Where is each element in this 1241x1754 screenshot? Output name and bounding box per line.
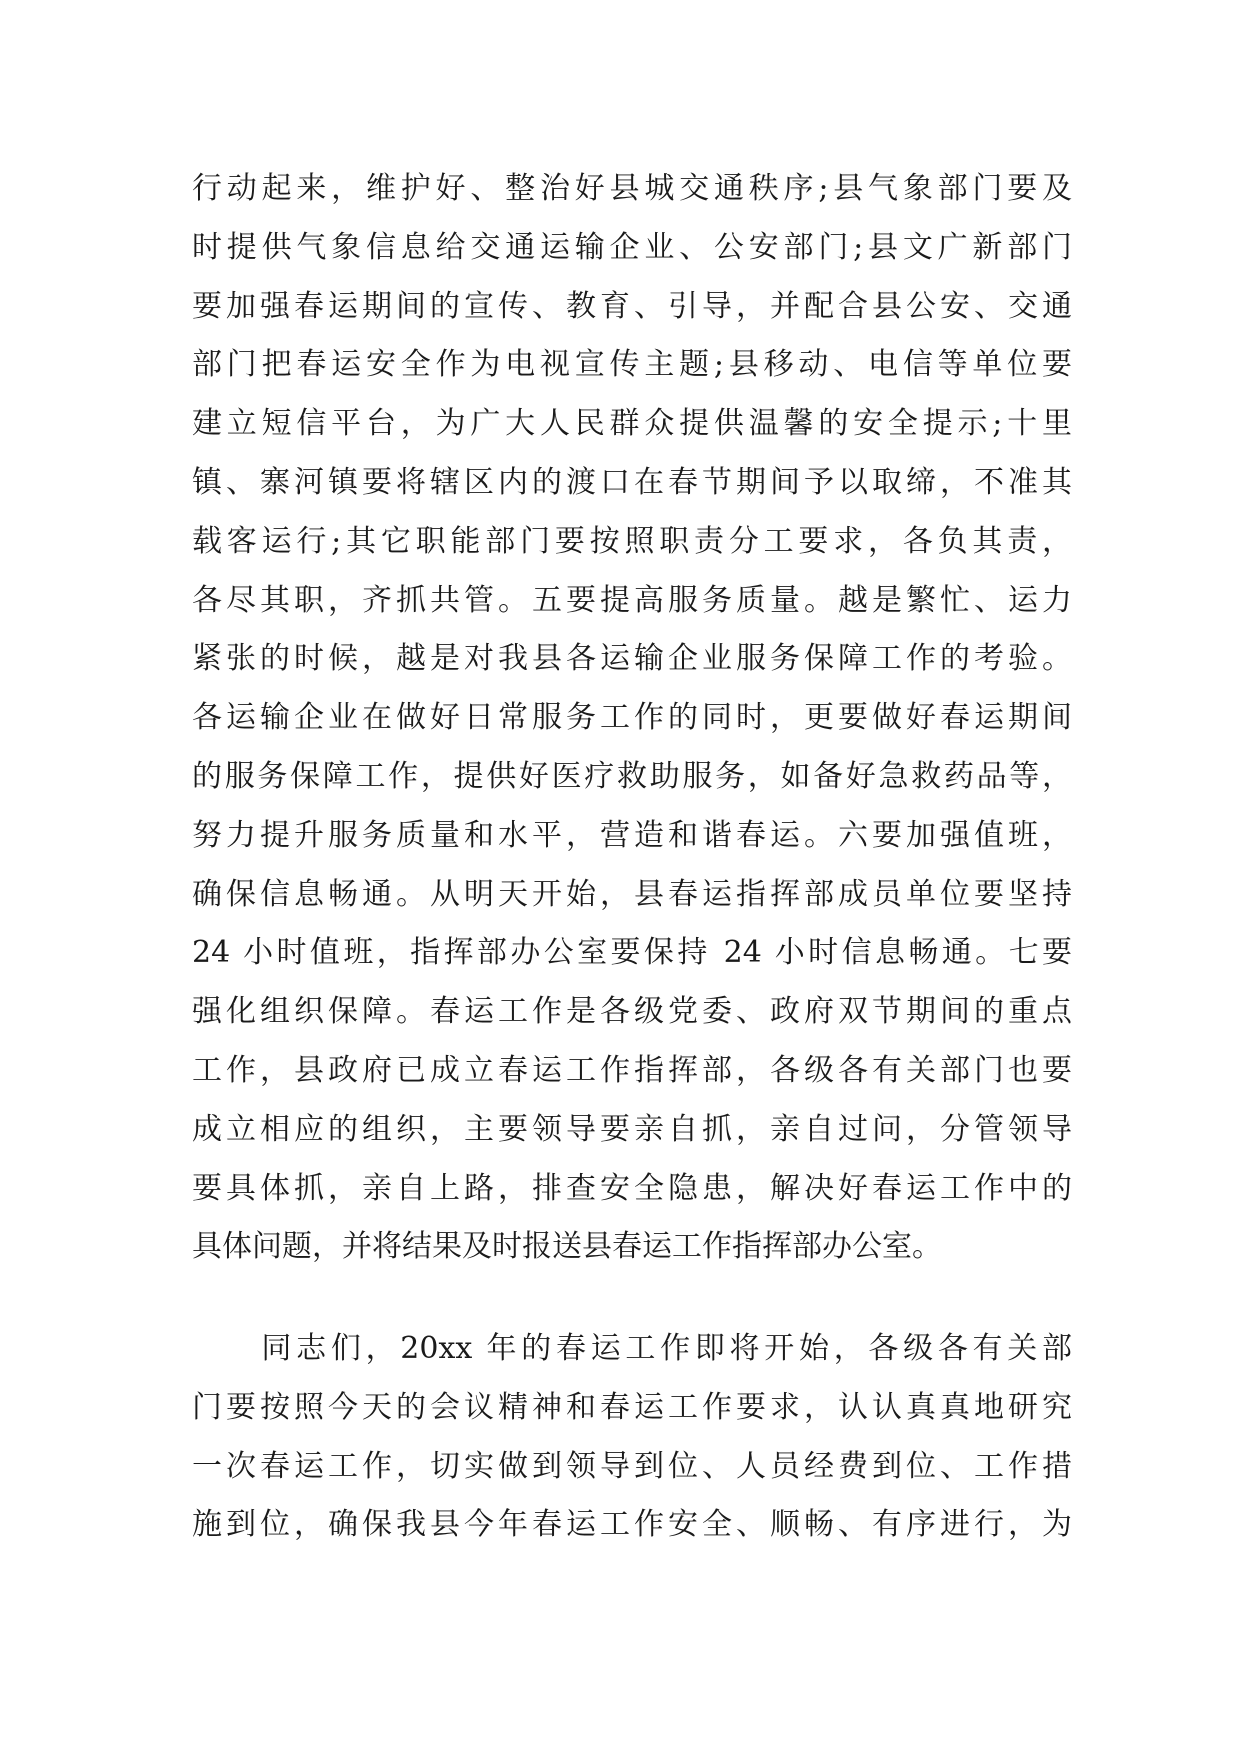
text-line: 建立短信平台，为广大人民群众提供温馨的安全提示;十里 [192, 406, 1072, 442]
text-line: 同志们，20xx 年的春运工作即将开始，各级各有关部 [192, 1331, 1072, 1366]
text-line: 24 小时值班，指挥部办公室要保持 24 小时信息畅通。七要 [192, 935, 1072, 971]
text-line: 时提供气象信息给交通运输企业、公安部门;县文广新部门 [192, 229, 1072, 265]
text-line: 施到位，确保我县今年春运工作安全、顺畅、有序进行，为 [192, 1507, 1072, 1543]
text-line: 要具体抓，亲自上路，排查安全隐患，解决好春运工作中的 [192, 1170, 1072, 1206]
text-line: 具体问题，并将结果及时报送县春运工作指挥部办公室。 [192, 1229, 942, 1265]
text-line: 强化组织保障。春运工作是各级党委、政府双节期间的重点 [192, 994, 1072, 1030]
text-line: 载客运行;其它职能部门要按照职责分工要求，各负其责， [192, 523, 1072, 559]
text-line: 镇、寨河镇要将辖区内的渡口在春节期间予以取缔，不准其 [192, 464, 1072, 500]
text-line: 各运输企业在做好日常服务工作的同时，更要做好春运期间 [192, 700, 1072, 736]
text-line: 要加强春运期间的宣传、教育、引导，并配合县公安、交通 [192, 288, 1072, 324]
body-paragraph [192, 160, 1072, 1277]
text-line: 各尽其职，齐抓共管。五要提高服务质量。越是繁忙、运力 [192, 582, 1072, 618]
text-line: 确保信息畅通。从明天开始，县春运指挥部成员单位要坚持 [192, 876, 1072, 912]
text-line: 一次春运工作，切实做到领导到位、人员经费到位、工作措 [192, 1448, 1072, 1484]
text-line: 行动起来，维护好、整治好县城交通秩序;县气象部门要及 [192, 171, 1072, 206]
text-line: 成立相应的组织，主要领导要亲自抓，亲自过问，分管领导 [192, 1111, 1072, 1147]
text-line: 门要按照今天的会议精神和春运工作要求，认认真真地研究 [192, 1389, 1072, 1425]
text-line: 的服务保障工作，提供好医疗救助服务，如备好急救药品等， [192, 758, 1072, 794]
body-paragraph [192, 1320, 1072, 1555]
text-line: 工作，县政府已成立春运工作指挥部，各级各有关部门也要 [192, 1052, 1072, 1088]
text-line: 部门把春运安全作为电视宣传主题;县移动、电信等单位要 [192, 347, 1072, 383]
text-line: 努力提升服务质量和水平，营造和谐春运。六要加强值班， [192, 817, 1072, 853]
text-line: 紧张的时候，越是对我县各运输企业服务保障工作的考验。 [192, 641, 1072, 677]
